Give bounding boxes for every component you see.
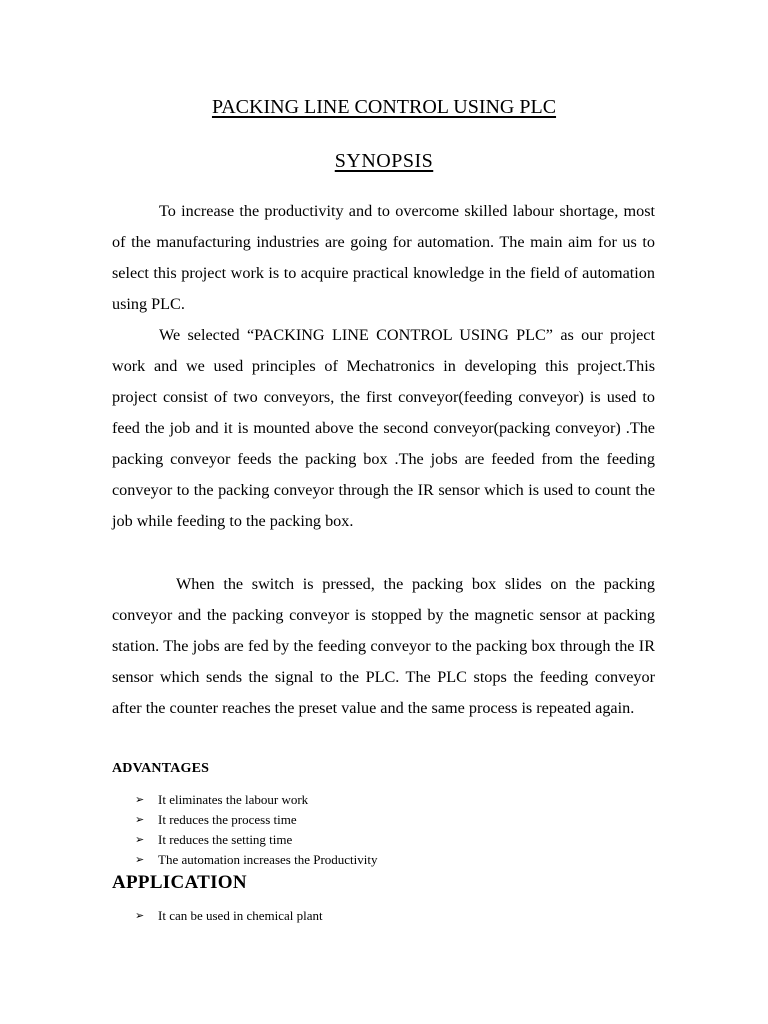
advantages-heading: ADVANTAGES: [112, 761, 210, 776]
advantage-text: It reduces the process time: [158, 812, 297, 827]
application-list: [135, 906, 323, 926]
advantage-text: The automation increases the Productivity: [158, 852, 378, 867]
document-title: PACKING LINE CONTROL USING PLC: [211, 96, 557, 118]
arrow-bullet-icon: ➢: [135, 813, 145, 826]
advantage-text: It reduces the setting time: [158, 832, 293, 847]
advantages-list: [135, 790, 378, 870]
arrow-bullet-icon: ➢: [135, 793, 145, 806]
synopsis-heading: SYNOPSIS: [334, 150, 434, 172]
list-item: [135, 850, 378, 870]
advantage-text: It eliminates the labour work: [158, 792, 309, 807]
synopsis-paragraph-3: When the switch is pressed, the packing box slides on the packing conveyor and the packing conveyor is stopped by the magnetic sensor at packing station. The jobs are fed by the feeding conveyor to the packing box through the IR sensor which sends the signal to the PLC. The PLC stops the feeding conveyor after the counter reaches the preset value and the same process is repeated again.: [112, 575, 655, 717]
application-text: It can be used in chemical plant: [158, 908, 323, 923]
list-item: [135, 790, 378, 810]
arrow-bullet-icon: ➢: [135, 853, 145, 866]
synopsis-paragraph-2: We selected “PACKING LINE CONTROL USING PLC” as our project work and we used principles of Mechatronics in developing this project.This project consist of two conveyors, the first conveyor(feeding conveyor) is used to feed the job and it is mounted above the second conveyor(packing conveyor) .The packing conveyor feeds the packing box .The jobs are feeded from the feeding conveyor to the packing conveyor through the IR sensor which is used to count the job while feeding to the packing box.: [112, 326, 655, 530]
list-item: [135, 810, 378, 830]
arrow-bullet-icon: ➢: [135, 833, 145, 846]
list-item: [135, 906, 323, 926]
list-item: [135, 830, 378, 850]
arrow-bullet-icon: ➢: [135, 909, 145, 922]
synopsis-paragraph-1: To increase the productivity and to overcome skilled labour shortage, most of the manufacturing industries are going for automation. The main aim for us to select this project work is to acquire practical knowledge in the field of automation using PLC.: [112, 202, 655, 313]
application-heading: APPLICATION: [112, 872, 247, 893]
